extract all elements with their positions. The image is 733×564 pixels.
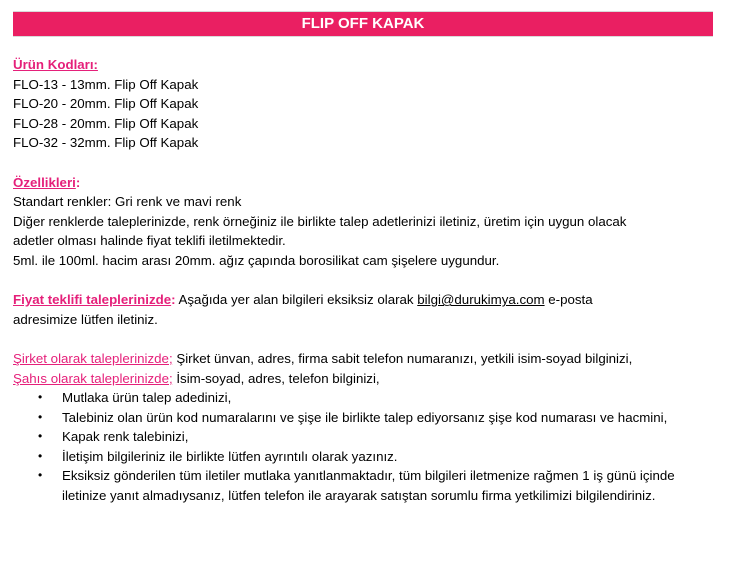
codes-heading bbox=[13, 55, 718, 75]
list-item-text: Kapak renk talebinizi, bbox=[62, 429, 189, 445]
features-line: Standart renkler: Gri renk ve mavi renk bbox=[13, 194, 242, 210]
product-code-line: FLO-28 - 20mm. Flip Off Kapak bbox=[13, 115, 199, 131]
product-code-line: FLO-20 - 20mm. Flip Off Kapak bbox=[13, 96, 199, 112]
price-heading-colon: : bbox=[171, 292, 176, 308]
person-text: İsim-soyad, adres, telefon bilginizi, bbox=[172, 370, 380, 386]
price-request-line bbox=[13, 290, 718, 310]
company-label: Şirket olarak taleplerinizde; bbox=[13, 350, 173, 366]
bullet-icon: • bbox=[38, 390, 43, 405]
company-text: Şirket ünvan, adres, firma sabit telefon numaranızı, yetkili isim-soyad bilginizi, bbox=[172, 350, 633, 366]
price-request-line-2: adresimize lütfen iletiniz. bbox=[13, 311, 158, 327]
list-item-text: Mutlaka ürün talep adedinizi, bbox=[62, 390, 232, 406]
price-heading: Fiyat teklifi taleplerinizde bbox=[13, 292, 172, 308]
price-text-after: e-posta bbox=[544, 292, 593, 308]
requirements-list bbox=[13, 388, 718, 506]
features-line: 5ml. ile 100ml. hacim arası 20mm. ağız çapında borosilikat cam şişelere uygundur. bbox=[13, 252, 500, 268]
list-item bbox=[13, 427, 702, 447]
codes-heading-text: Ürün Kodları: bbox=[13, 57, 98, 72]
features-line: Diğer renklerde taleplerinizde, renk örneğiniz ile birlikte talep adetlerinizi iletiniz, üretim için uygun olacak bbox=[13, 213, 627, 229]
features-heading-text: Özellikleri bbox=[13, 174, 76, 190]
price-text: Aşağıda yer alan bilgileri eksiksiz olarak bbox=[175, 292, 418, 308]
list-item bbox=[13, 447, 702, 467]
product-code-line: FLO-32 - 32mm. Flip Off Kapak bbox=[13, 135, 199, 151]
bullet-icon: • bbox=[38, 429, 43, 444]
list-item-text: Eksiksiz gönderilen tüm iletiler mutlaka yanıtlanmaktadır, tüm bilgileri iletmenize rağmen 1 iş günü içinde iletinize yanıt almadıysanız, lütfen telefon ile arayarak satıştan sorumlu firma yetkilimizi bilgilendiriniz. bbox=[62, 468, 675, 504]
list-item-text: İletişim bilgileriniz ile birlikte lütfen ayrıntılı olarak yazınız. bbox=[62, 448, 398, 464]
features-heading bbox=[13, 173, 718, 193]
features-line: adetler olması halinde fiyat teklifi iletilmektedir. bbox=[13, 233, 286, 249]
list-item bbox=[13, 466, 702, 505]
list-item bbox=[13, 388, 702, 408]
document-body bbox=[13, 55, 718, 506]
product-code-line: FLO-13 - 13mm. Flip Off Kapak bbox=[13, 76, 199, 92]
bullet-icon: • bbox=[38, 468, 43, 483]
email-link[interactable]: bilgi@durukimya.com bbox=[417, 292, 545, 308]
features-heading-colon: : bbox=[75, 174, 81, 190]
person-request-line bbox=[13, 369, 718, 389]
company-request-line bbox=[13, 349, 718, 369]
bullet-icon: • bbox=[38, 409, 43, 424]
list-item-text: Talebiniz olan ürün kod numaralarını ve şişe ile birlikte talep ediyorsanız şişe kod numarası ve hacmini, bbox=[62, 409, 668, 425]
person-label: Şahıs olarak taleplerinizde; bbox=[13, 370, 173, 386]
list-item bbox=[13, 408, 702, 428]
bullet-icon: • bbox=[38, 448, 43, 463]
page-title: FLIP OFF KAPAK bbox=[13, 11, 713, 37]
